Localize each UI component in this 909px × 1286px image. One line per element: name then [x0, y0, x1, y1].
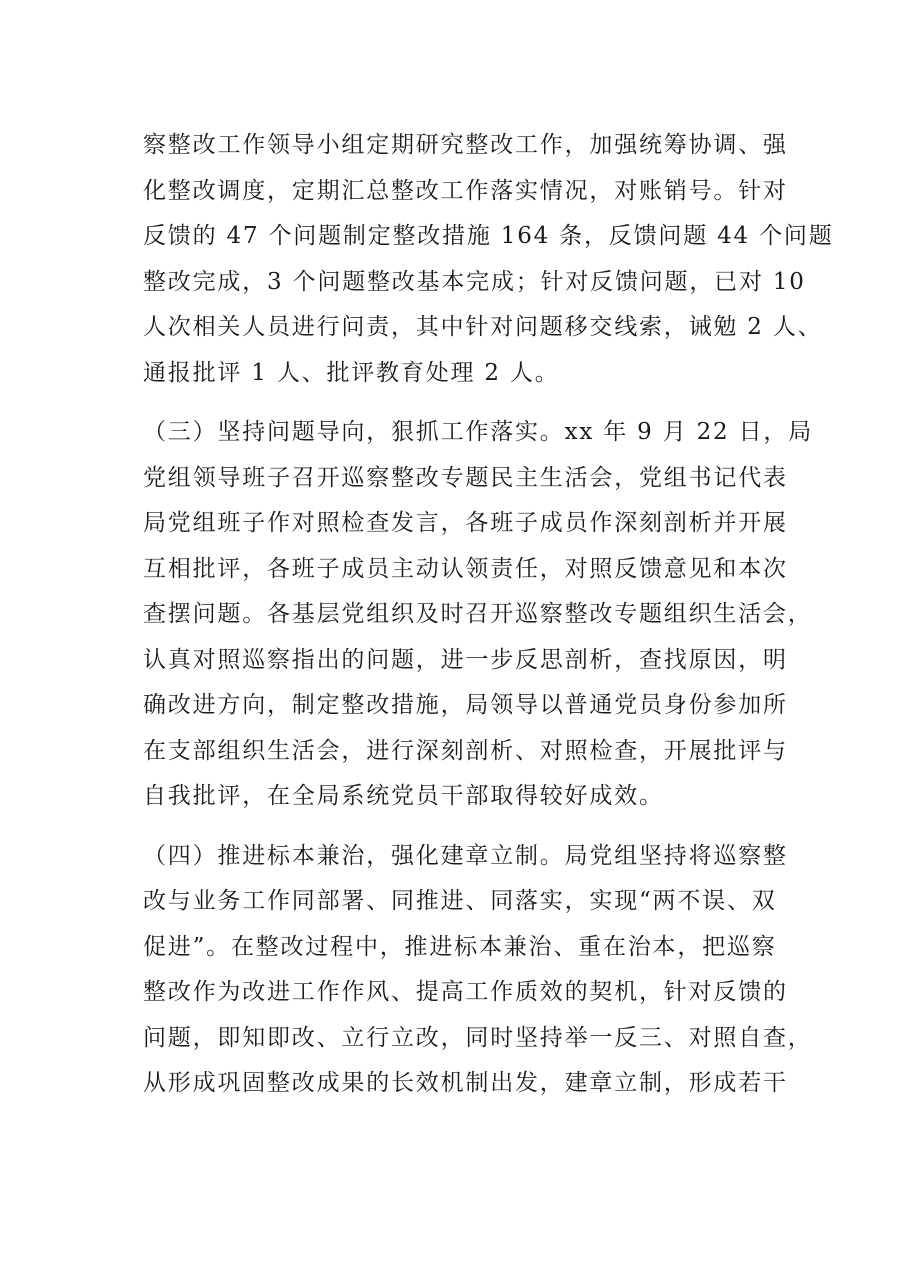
text-line: 自我批评，在全局系统党员干部取得较好成效。: [143, 783, 664, 809]
text-line: 促进”。在整改过程中，推进标本兼治、重在治本，把巡察: [143, 933, 777, 960]
text-line: 局党组班子作对照检查发言，各班子成员作深刻剖析并开展: [143, 510, 788, 536]
text-line: 从形成巩固整改成果的长效机制出发，建章立制，形成若干: [143, 1070, 788, 1096]
text-line: 问题，即知即改、立行立改，同时坚持举一反三、对照自查，: [143, 1024, 813, 1051]
text-line: 查摆问题。各基层党组织及时召开巡察整改专题组织生活会，: [143, 601, 813, 627]
text-line: （四）推进标本兼治，强化建章立制。局党组坚持将巡察整: [143, 842, 788, 869]
paragraph-spacer: [143, 820, 783, 834]
text-line: 互相批评，各班子成员主动认领责任，对照反馈意见和本次: [143, 555, 788, 582]
text-line: 整改作为改进工作作风、提高工作质效的契机，针对反馈的: [143, 979, 788, 1005]
paragraph-1: [143, 123, 834, 396]
text-line: （三）坚持问题导向，狠抓工作落实。xx 年 9 月 22 日，局: [143, 419, 813, 445]
paragraph-spacer: [143, 396, 783, 410]
text-line: 确改进方向，制定整改措施，局领导以普通党员身份参加所: [143, 692, 788, 718]
text-line: 认真对照巡察指出的问题，进一步反思剖析，查找原因，明: [143, 646, 788, 673]
text-line: 改与业务工作同部署、同推进、同落实，实现“两不误、双: [143, 888, 777, 914]
text-line: 在支部组织生活会，进行深刻剖析、对照检查，开展批评与: [143, 737, 788, 764]
text-line: 人次相关人员进行问责，其中针对问题移交线索，诫勉 2 人、: [143, 314, 823, 340]
text-line: 党组领导班子召开巡察整改专题民主生活会，党组书记代表: [143, 464, 788, 491]
text-line: 通报批评 1 人、批评教育处理 2 人。: [143, 359, 560, 386]
text-line: 整改完成，3 个问题整改基本完成；针对反馈问题，已对 10: [143, 268, 806, 295]
document-body: [143, 123, 834, 1107]
text-line: 化整改调度，定期汇总整改工作落实情况，对账销号。针对: [143, 177, 788, 204]
paragraph-2: [143, 410, 813, 820]
text-line: 反馈的 47 个问题制定整改措施 164 条，反馈问题 44 个问题: [143, 223, 834, 249]
text-line: 察整改工作领导小组定期研究整改工作，加强统筹协调、强: [143, 132, 788, 158]
paragraph-3: [143, 834, 813, 1107]
